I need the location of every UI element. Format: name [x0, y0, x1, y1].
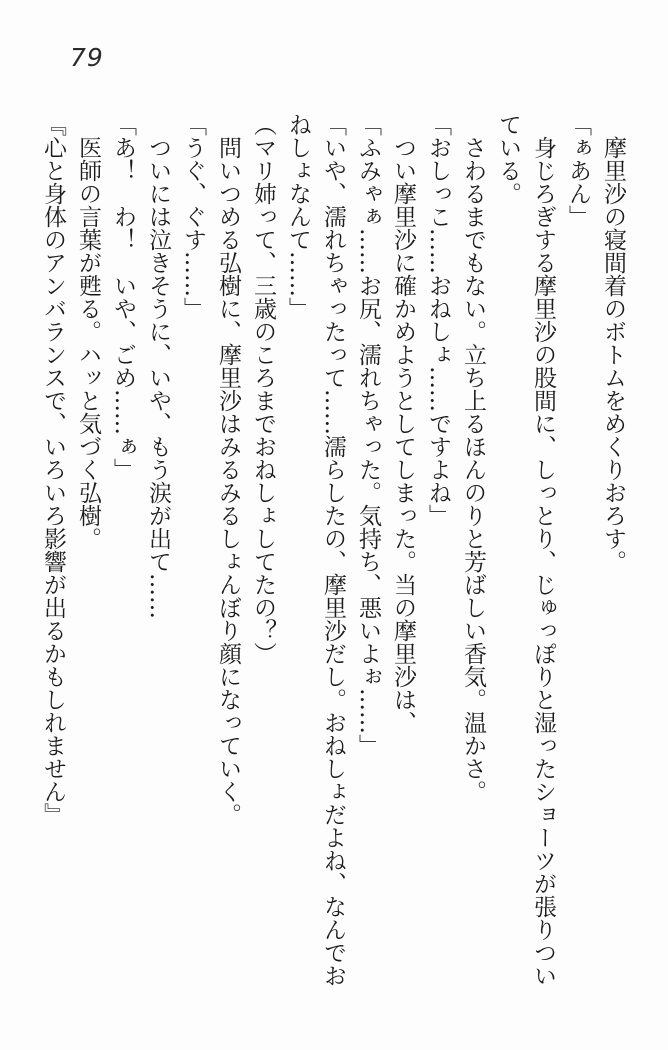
paragraph-15: 『心と身体のアンバランスで、いろいろ影響が出るかもしれません』	[40, 113, 66, 826]
paragraph-5: 「おしっこ……おねしょ……ですよね」	[425, 113, 451, 527]
paragraph-6: つい摩里沙に確かめようとしてしまった。当の摩里沙は、	[390, 136, 416, 734]
paragraph-9: （マリ姉って、三歳のころまでおねしょしてたの？）	[250, 113, 276, 665]
text-block	[35, 113, 630, 987]
paragraph-12: ついには泣きそうに、いや、もう涙が出て……	[145, 136, 171, 619]
paragraph-11: 「うぐ、ぐす……」	[180, 113, 206, 320]
paragraph-1: 摩里沙の寝間着のボトムをめくりおろす。	[600, 136, 626, 573]
paragraph-13: 「あ！ わ！ いや、ごめ……ぁ」	[110, 113, 136, 481]
paragraph-10: 問いつめる弘樹に、摩里沙はみるみるしょんぼり顔になっていく。	[215, 136, 241, 826]
page-number: 79	[70, 43, 104, 72]
paragraph-2: 「ぁあん」	[565, 113, 591, 228]
paragraph-4: さわるまでもない。立ち上るほんのりと芳ばしい香気。温かさ。	[460, 136, 486, 803]
paragraph-8: 「いや、濡れちゃったって……濡らしたの、摩里沙だし。おねしょだよね、なんでおねしょなんて……」	[285, 113, 346, 987]
paragraph-14: 医師の言葉が甦る。ハッと気づく弘樹。	[75, 136, 101, 550]
paragraph-3: 身じろぎする摩里沙の股間に、しっとり、じゅっぽりと湿ったショーツが張りついている。	[495, 113, 556, 987]
paragraph-7: 「ふみゃぁ……お尻、濡れちゃった。気持ち、悪いよぉ……」	[355, 113, 381, 757]
